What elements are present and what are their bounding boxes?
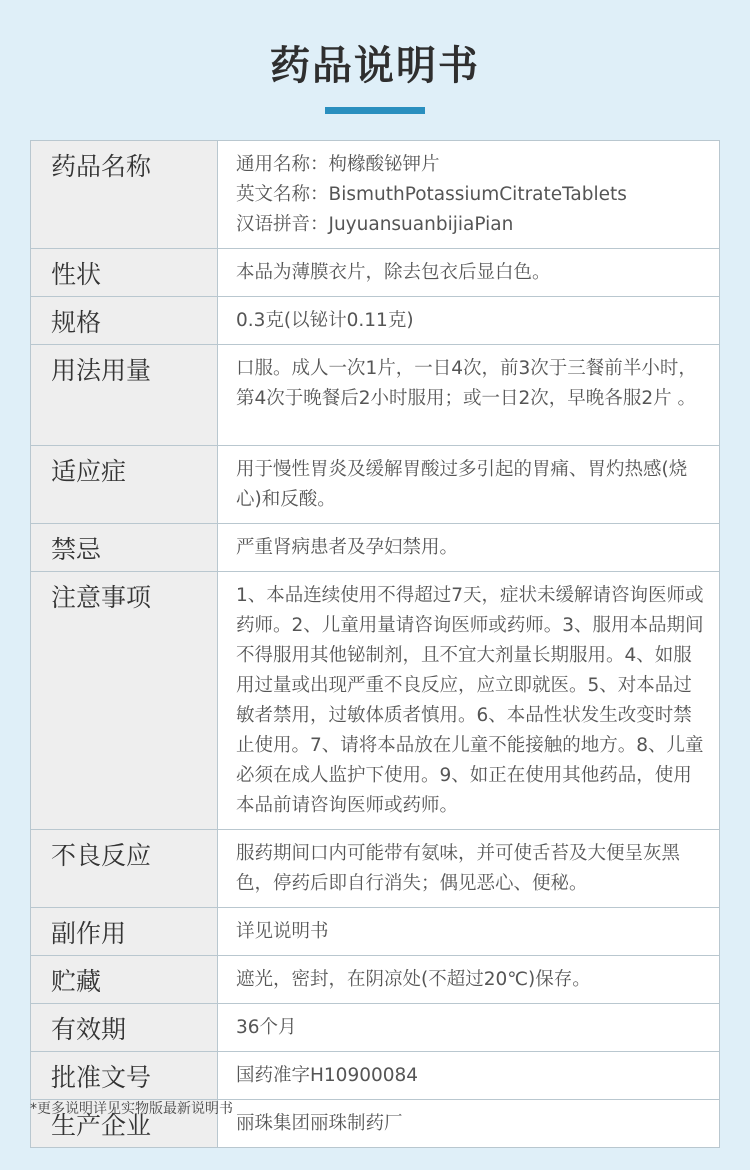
page-title: 药品说明书 (270, 43, 480, 89)
row-specification (31, 297, 720, 345)
title-underline (325, 107, 425, 114)
value-adverse-reactions: 服药期间口内可能带有氨味，并可使舌苔及大便呈灰黑色，停药后即自行消失；偶见恶心、便秘。 (218, 830, 720, 908)
label-drug-name: 药品名称 (31, 141, 218, 249)
label-indications: 适应症 (31, 446, 218, 524)
row-dosage (31, 345, 720, 446)
footnote: *更多说明详见实物版最新说明书 (30, 1101, 233, 1117)
value-appearance: 本品为薄膜衣片，除去包衣后显白色。 (218, 249, 720, 297)
value-manufacturer: 丽珠集团丽珠制药厂 (218, 1100, 720, 1148)
value-dosage: 口服。成人一次1片，一日4次，前3次于三餐前半小时，第4次于晚餐后2小时服用；或一日2次，早晚各服2片 。 (218, 345, 720, 446)
label-storage: 贮藏 (31, 956, 218, 1004)
row-contraindications (31, 524, 720, 572)
label-precautions: 注意事项 (31, 572, 218, 830)
row-drug-name (31, 141, 720, 249)
label-side-effects: 副作用 (31, 908, 218, 956)
value-approval-number: 国药准字H10900084 (218, 1052, 720, 1100)
value-drug-name (218, 141, 720, 249)
english-name: 英文名称：BismuthPotassiumCitrateTablets (236, 184, 627, 205)
value-specification: 0.3克(以铋计0.11克) (218, 297, 720, 345)
label-appearance: 性状 (31, 249, 218, 297)
row-shelf-life (31, 1004, 720, 1052)
value-precautions: 1、本品连续使用不得超过7天，症状未缓解请咨询医师或药师。2、儿童用量请咨询医师或药师。3、服用本品期间不得服用其他铋制剂，且不宜大剂量长期服用。4、如服用过量或出现严重不良反应，应立即就医。5、对本品过敏者禁用，过敏体质者慎用。6、本品性状发生改变时禁止使用。7、请将本品放在儿童不能接触的地方。8、儿童必须在成人监护下使用。9、如正在使用其他药品，使用本品前请咨询医师或药师。 (218, 572, 720, 830)
value-storage: 遮光，密封，在阴凉处(不超过20℃)保存。 (218, 956, 720, 1004)
row-approval-number (31, 1052, 720, 1100)
label-approval-number: 批准文号 (31, 1052, 218, 1100)
value-indications: 用于慢性胃炎及缓解胃酸过多引起的胃痛、胃灼热感(烧心)和反酸。 (218, 446, 720, 524)
value-shelf-life: 36个月 (218, 1004, 720, 1052)
drug-info-table (30, 140, 720, 1148)
value-side-effects: 详见说明书 (218, 908, 720, 956)
pinyin-name: 汉语拼音：JuyuansuanbijiaPian (236, 214, 514, 235)
label-specification: 规格 (31, 297, 218, 345)
label-shelf-life: 有效期 (31, 1004, 218, 1052)
row-adverse-reactions (31, 830, 720, 908)
generic-name: 通用名称：枸橼酸铋钾片 (236, 154, 440, 175)
label-dosage: 用法用量 (31, 345, 218, 446)
row-side-effects (31, 908, 720, 956)
label-manufacturer: 生产企业 (31, 1100, 218, 1148)
row-precautions (31, 572, 720, 830)
value-contraindications: 严重肾病患者及孕妇禁用。 (218, 524, 720, 572)
label-contraindications: 禁忌 (31, 524, 218, 572)
row-indications (31, 446, 720, 524)
label-adverse-reactions: 不良反应 (31, 830, 218, 908)
row-appearance (31, 249, 720, 297)
row-storage (31, 956, 720, 1004)
